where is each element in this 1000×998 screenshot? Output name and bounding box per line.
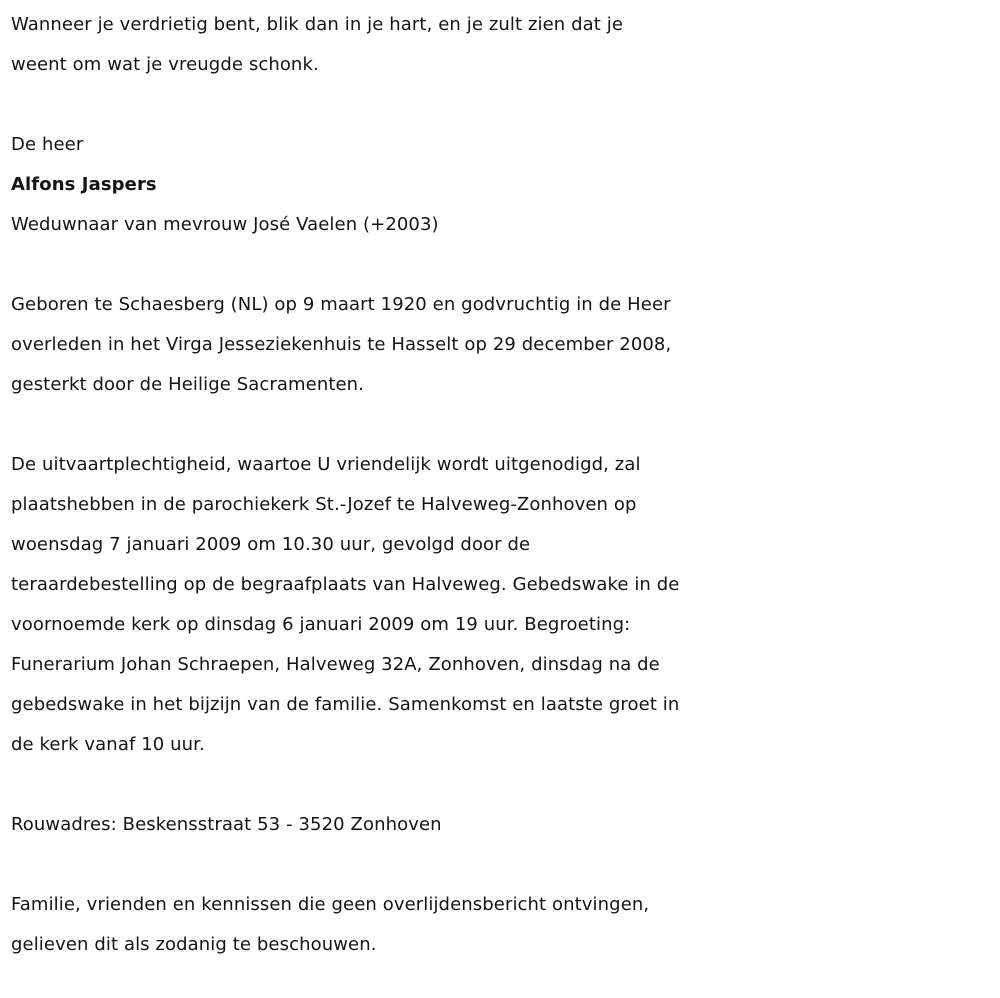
spacer — [11, 765, 1000, 805]
spacer — [11, 405, 1000, 445]
quote-line: Wanneer je verdrietig bent, blik dan in je hart, en je zult zien dat je — [11, 14, 624, 35]
ceremony-line: woensdag 7 januari 2009 om 10.30 uur, gevolgd door de — [11, 534, 531, 555]
ceremony-paragraph — [11, 445, 1000, 765]
ceremony-line: De uitvaartplechtigheid, waartoe U vriendelijk wordt uitgenodigd, zal — [11, 454, 641, 475]
salutation: De heer — [11, 134, 84, 155]
mourning-address: Rouwadres: Beskensstraat 53 - 3520 Zonhoven — [11, 814, 442, 835]
ceremony-line: gebedswake in het bijzijn van de familie. Samenkomst en laatste groet in — [11, 694, 680, 715]
ceremony-line: teraardebestelling op de begraafplaats van Halveweg. Gebedswake in de — [11, 574, 680, 595]
birth-death-line: Geboren te Schaesberg (NL) op 9 maart 1920 en godvruchtig in de Heer — [11, 294, 671, 315]
ceremony-line: voornoemde kerk op dinsdag 6 januari 2009 om 19 uur. Begroeting: — [11, 614, 631, 635]
birth-death-line: overleden in het Virga Jesseziekenhuis te Hasselt op 29 december 2008, — [11, 334, 672, 355]
ceremony-line: plaatshebben in de parochiekerk St.-Jozef te Halveweg-Zonhoven op — [11, 494, 637, 515]
spacer — [11, 245, 1000, 285]
ceremony-line: de kerk vanaf 10 uur. — [11, 734, 205, 755]
spacer — [11, 845, 1000, 885]
spouse-line: Weduwnaar van mevrouw José Vaelen (+2003) — [11, 214, 439, 235]
quote-line: weent om wat je vreugde schonk. — [11, 54, 319, 75]
deceased-name: Alfons Jaspers — [11, 174, 157, 195]
birth-death-line: gesterkt door de Heilige Sacramenten. — [11, 374, 365, 395]
quote-paragraph — [11, 5, 1000, 85]
birth-death-paragraph — [11, 285, 1000, 405]
ceremony-line: Funerarium Johan Schraepen, Halveweg 32A, Zonhoven, dinsdag na de — [11, 654, 660, 675]
closing-line: Familie, vrienden en kennissen die geen overlijdensbericht ontvingen, — [11, 894, 650, 915]
closing-line: gelieven dit als zodanig te beschouwen. — [11, 934, 377, 955]
closing-paragraph — [11, 885, 1000, 965]
spacer — [11, 85, 1000, 125]
